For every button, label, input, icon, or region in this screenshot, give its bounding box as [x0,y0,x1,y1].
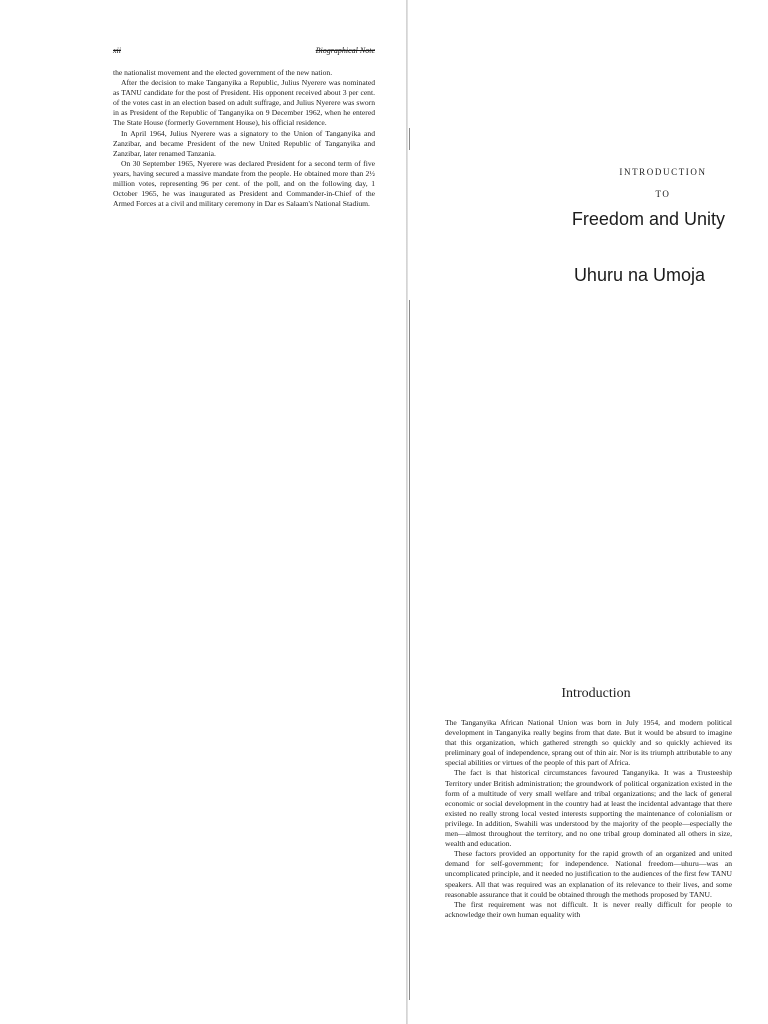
bio-paragraph-1: the nationalist movement and the elected government of the new nation. [113,68,333,77]
running-title: Biographical Note [315,46,375,55]
bio-paragraph-2: After the decision to make Tanganyika a Republic, Julius Nyerere was nominated as TANU candidate for the post of President. His opponent received about 3 per cent. of the votes cast in an election based on adult suffrage, and Julius Nyerere was sworn in as President of the Republic of Tanganyika on 9 December 1962, when he entered The State House (formerly Government House), his official residence. [113,78,375,128]
intro-paragraph-1: The Tanganyika African National Union was born in July 1954, and modern political development in Tanganyika really begins from that date. But it would be absurd to imagine that this organization, which gathered strength so quickly and so quickly achieved its preliminary goal of independence, sprang out of thin air. Nor is its triumph attributable to any special abilities or virtues of the people of this part of Africa. [445,718,732,768]
intro-heading: INTRODUCTION [619,167,707,177]
running-head [113,46,375,56]
book-subtitle: Uhuru na Umoja [573,265,705,285]
book-gutter [406,0,408,1024]
intro-heading-to: TO [655,189,671,199]
section-title: Introduction [561,686,631,701]
introduction-text [445,718,732,920]
right-page [410,0,768,1024]
page-number: xii [113,46,121,55]
biographical-note-text [113,68,375,209]
intro-paragraph-3: These factors provided an opportunity for the rapid growth of an organized and united demand for self-government; for independence. National freedom—uhuru—was an uncomplicated principle, and it needed no justification to the audiences of the first few TANU speakers. All that was required was an explanation of its relevance to their lives, and some reasonable assurance that it could be obtained through the methods proposed by TANU. [445,849,732,899]
intro-paragraph-2: The fact is that historical circumstances favoured Tanganyika. It was a Trusteeship Territory under British administration; the groundwork of political organization existed in the form of a multitude of very small welfare and tribal organizations; and the lack of general economic or social development in the country had at least the incidental advantage that there existed no really strong local vested interests supporting the maintenance of colonialism or privilege. In addition, Swahili was understood by the majority of the people—especially the men—almost throughout the territory, and no one tribal group dominated all others in size, wealth and education. [445,768,732,849]
intro-paragraph-4: The first requirement was not difficult. It is never really difficult for people to acknowledge their own human equality with [445,899,732,919]
bio-paragraph-4: On 30 September 1965, Nyerere was declared President for a second term of five years, having secured a massive mandate from the people. He obtained more than 2½ million votes, representing 96 per cent. of the poll, and on the following day, 1 October 1965, he was inaugurated as President and Commander-in-Chief of the Armed Forces at a civil and military ceremony in Dar es Salaam's National Stadium. [113,158,375,209]
book-title: Freedom and Unity [571,209,725,229]
bio-paragraph-3: In April 1964, Julius Nyerere was a signatory to the Union of Tanganyika and Zanzibar, and became President of the new United Republic of Tanganyika and Zanzibar, later renamed Tanzania. [113,128,375,158]
